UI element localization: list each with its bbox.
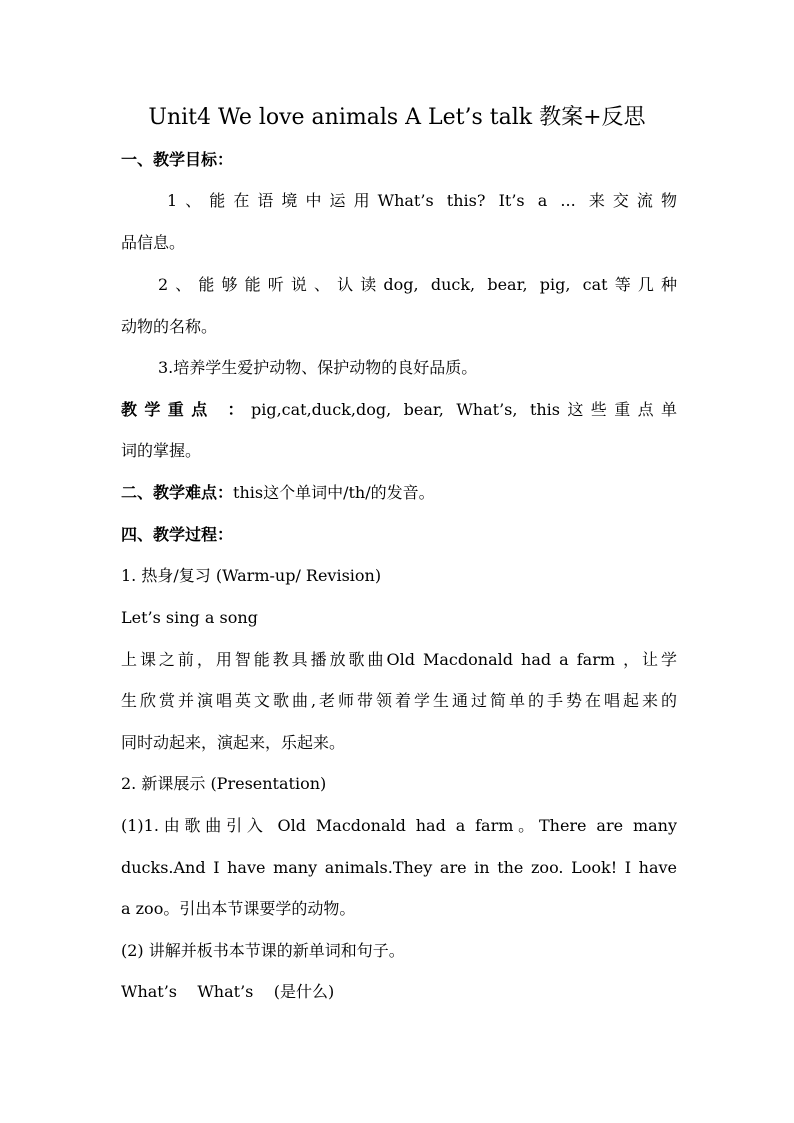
step-1-heading: 1. 热身/复习 (Warm-up/ Revision) — [121, 566, 382, 585]
key-points-text: pig,cat,duck,dog, bear, What’s, this这些重点单 — [250, 400, 677, 419]
vocab-line: What’s What’s (是什么) — [121, 982, 335, 1001]
key-points-label: 教学重点 ： — [121, 400, 251, 419]
difficulty-line — [121, 481, 677, 505]
difficulty-label: 二、教学难点： — [121, 483, 234, 502]
warmup-para-line-1: 上课之前，用智能教具播放歌曲Old Macdonald had a farm ，让学 — [121, 650, 677, 669]
difficulty-text: this这个单词中/th/的发音。 — [233, 483, 435, 502]
objective-1-line-1: 1、能在语境中运用What’s this? It’s a ... 来交流物 — [167, 191, 677, 210]
key-points-line-1 — [121, 398, 677, 422]
objective-2-line-1: 2、能够能听说、认读dog, duck, bear, pig, cat等几种 — [158, 275, 677, 294]
warmup-para-line-2: 生欣赏并演唱英文歌曲,老师带领着学生通过简单的手势在唱起来的 — [121, 691, 677, 710]
sing-song-line: Let’s sing a song — [121, 608, 258, 627]
presentation-sub-2: (2) 讲解并板书本节课的新单词和句子。 — [121, 941, 405, 960]
warmup-para-line-3: 同时动起来，演起来，乐起来。 — [121, 733, 346, 752]
section-heading-process: 四、教学过程： — [121, 525, 234, 544]
document-title: Unit4 We love animals A Let’s talk 教案+反思 — [148, 105, 646, 130]
key-points-line-2: 词的掌握。 — [121, 441, 202, 460]
presentation-para-line-2: ducks.And I have many animals.They are in the zoo. Look! I have — [121, 858, 677, 877]
objective-2-line-2: 动物的名称。 — [121, 317, 218, 336]
objective-1-line-2: 品信息。 — [121, 233, 186, 252]
presentation-para-line-3: a zoo。引出本节课要学的动物。 — [121, 899, 356, 918]
step-2-heading: 2. 新课展示 (Presentation) — [121, 774, 327, 793]
presentation-para-line-1: (1)1.由歌曲引入 Old Macdonald had a farm。There are many — [121, 816, 677, 835]
objective-3: 3.培养学生爱护动物、保护动物的良好品质。 — [158, 358, 478, 377]
section-heading-objectives: 一、教学目标： — [121, 150, 234, 169]
